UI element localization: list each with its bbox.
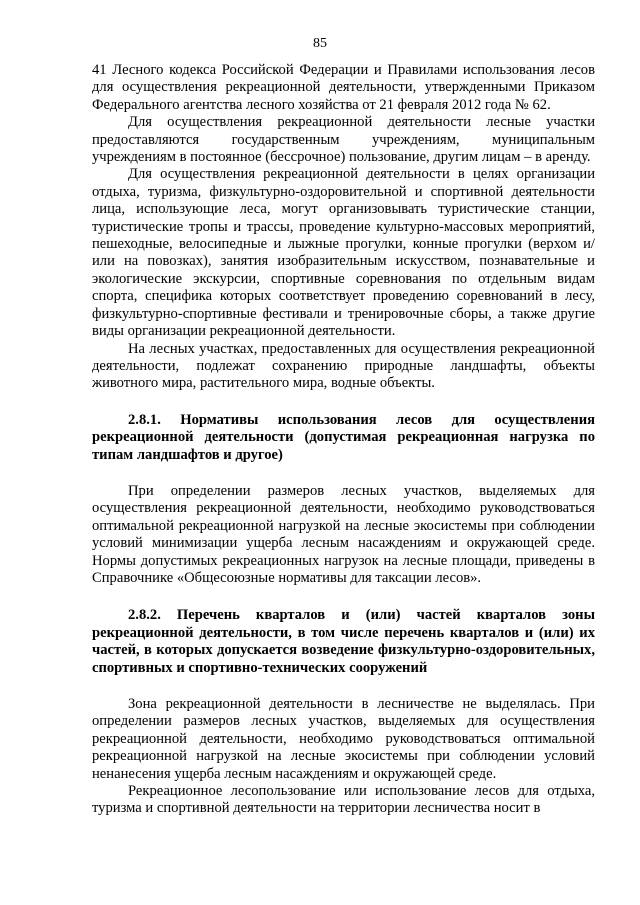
- page-number: 85: [313, 36, 327, 51]
- section-2-8-2-text-1: Зона рекреационной деятельности в лесничестве не выделялась. При определении размеров лесных участков, выделяемых для осуществления рекреационной деятельности, необходимо руководствоваться оптимальной рекреационной нагрузкой на лесные экосистемы при соблюдении условий ненанесения ущерба лесным насаждениям и окружающей среде.: [92, 696, 595, 782]
- section-2-8-2-text-2: Рекреационное лесопользование или использование лесов для отдыха, туризма и спортивной деятельности на территории лесничества носит в: [92, 783, 595, 817]
- paragraph-lease: Для осуществления рекреационной деятельности лесные участки предоставляются государственным учреждениям, муниципальным учреждениям в постоянное (бессрочное) пользование, другим лицам – в аренду.: [92, 114, 595, 166]
- section-heading-2-8-1: 2.8.1. Нормативы использования лесов для осуществления рекреационной деятельности (допустимая рекреационная нагрузка по типам ландшафтов и другое): [92, 411, 595, 463]
- paragraph-continuation: 41 Лесного кодекса Российской Федерации и Правилами использования лесов для осуществления рекреационной деятельности, утвержденными Приказом Федерального агентства лесного хозяйства от 21 февраля 2012 года № 62.: [92, 62, 595, 113]
- page-content: [92, 62, 595, 818]
- section-heading-2-8-2: 2.8.2. Перечень кварталов и (или) частей кварталов зоны рекреационной деятельности, в том числе перечень кварталов и (или) их частей, в которых допускается возведение физкультурно-оздоровительных, спортивных и спортивно-технических сооружений: [92, 607, 595, 676]
- paragraph-preservation: На лесных участках, предоставленных для осуществления рекреационной деятельности, подлежат сохранению природные ландшафты, объекты животного мира, растительного мира, водные объекты.: [92, 340, 595, 392]
- section-2-8-1-text: При определении размеров лесных участков, выделяемых для осуществления рекреационной деятельности, необходимо руководствоваться оптимальной рекреационной нагрузкой на лесные экосистемы при соблюдении условий минимизации ущерба лесным насаждениям и окружающей среде. Нормы допустимых рекреационных нагрузок на лесные площади, приведены в Справочнике «Общесоюзные нормативы для таксации лесов».: [92, 482, 595, 586]
- paragraph-activities: Для осуществления рекреационной деятельности в целях организации отдыха, туризма, физкультурно-оздоровительной и спортивной деятельности лица, использующие леса, могут организовывать туристические станции, туристические тропы и трассы, проведение культурно-массовых мероприятий, пешеходные, велосипедные и лыжные прогулки, конные прогулки (верхом и/или на повозках), занятия изобразительным искусством, познавательные и экологические экскурсии, спортивные соревнования по отдельным видам спорта, специфика которых соответствует проведению соревнований в лесу, физкультурно-спортивные фестивали и тренировочные сборы, а также другие виды организации рекреационной деятельности.: [92, 166, 595, 340]
